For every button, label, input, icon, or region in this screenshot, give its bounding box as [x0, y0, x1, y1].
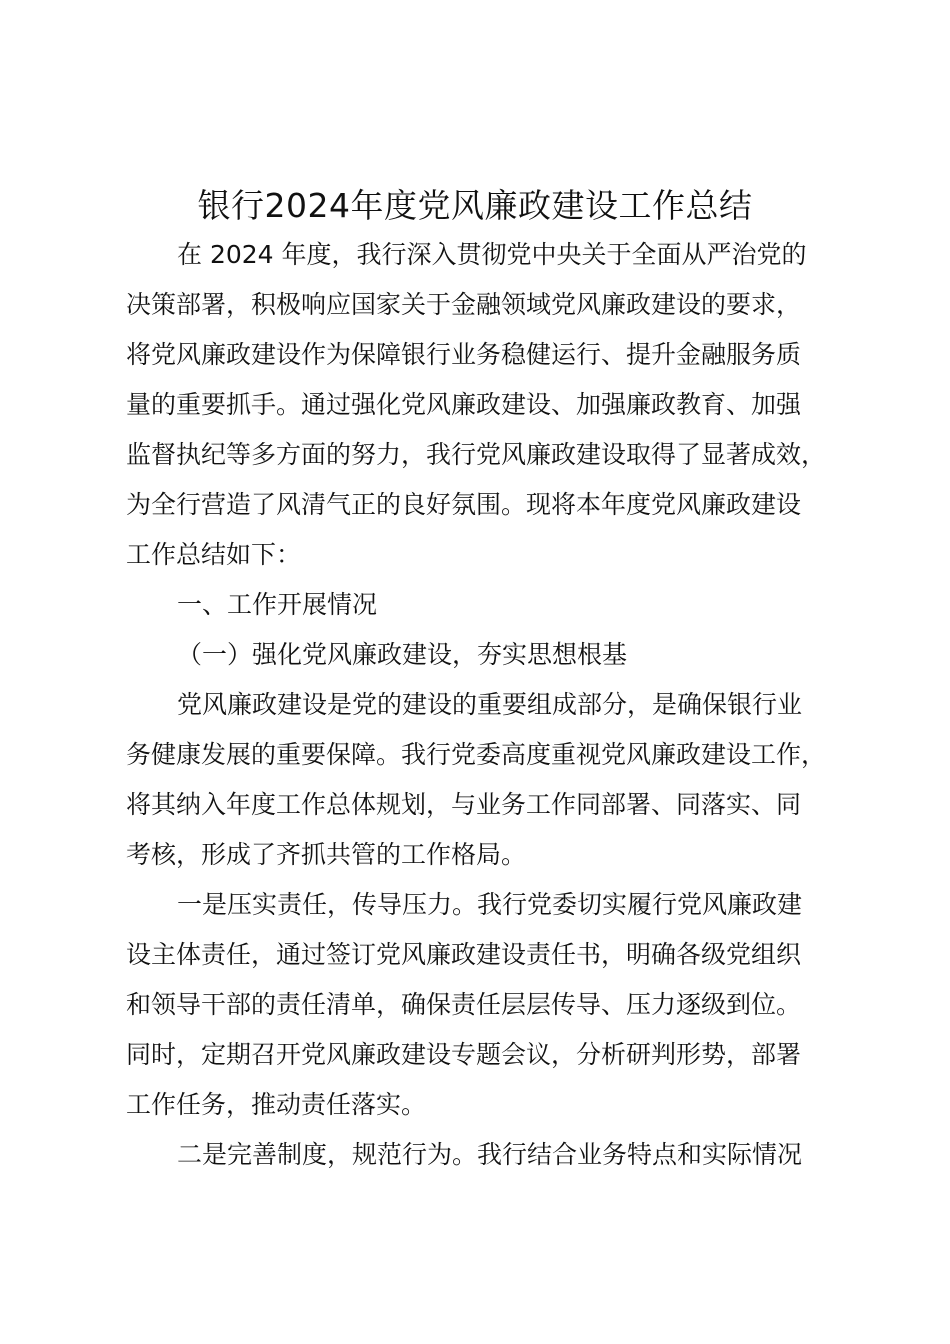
text-line: 二是完善制度，规范行为。我行结合业务特点和实际情况 — [177, 1140, 803, 1169]
text-line: 党风廉政建设是党的建设的重要组成部分，是确保银行业 — [177, 690, 803, 719]
text-line: 在 2024 年度，我行深入贯彻党中央关于全面从严治党的 — [177, 240, 807, 269]
text-line: 工作任务，推动责任落实。 — [126, 1090, 427, 1119]
text-line: 同时，定期召开党风廉政建设专题会议，分析研判形势，部署 — [126, 1040, 802, 1069]
document-title: 银行2024年度党风廉政建设工作总结 — [197, 186, 753, 225]
text-line: 将党风廉政建设作为保障银行业务稳健运行、提升金融服务质 — [126, 340, 802, 369]
text-line: 工作总结如下： — [126, 540, 302, 569]
subsection-heading: （一）强化党风廉政建设，夯实思想根基 — [177, 640, 628, 669]
text-line: 务健康发展的重要保障。我行党委高度重视党风廉政建设工作， — [126, 740, 827, 769]
text-line: 和领导干部的责任清单，确保责任层层传导、压力逐级到位。 — [126, 990, 802, 1019]
text-line: 决策部署，积极响应国家关于金融领域党风廉政建设的要求， — [126, 290, 802, 319]
text-line: 设主体责任，通过签订党风廉政建设责任书，明确各级党组织 — [126, 940, 802, 969]
text-line: 将其纳入年度工作总体规划，与业务工作同部署、同落实、同 — [126, 790, 802, 819]
text-line: 为全行营造了风清气正的良好氛围。现将本年度党风廉政建设 — [126, 490, 802, 519]
text-line: 监督执纪等多方面的努力，我行党风廉政建设取得了显著成效， — [126, 440, 827, 469]
section-heading: 一、工作开展情况 — [177, 590, 378, 619]
text-line: 考核，形成了齐抓共管的工作格局。 — [126, 840, 527, 869]
text-line: 量的重要抓手。通过强化党风廉政建设、加强廉政教育、加强 — [126, 390, 802, 419]
text-line: 一是压实责任，传导压力。我行党委切实履行党风廉政建 — [177, 890, 803, 919]
